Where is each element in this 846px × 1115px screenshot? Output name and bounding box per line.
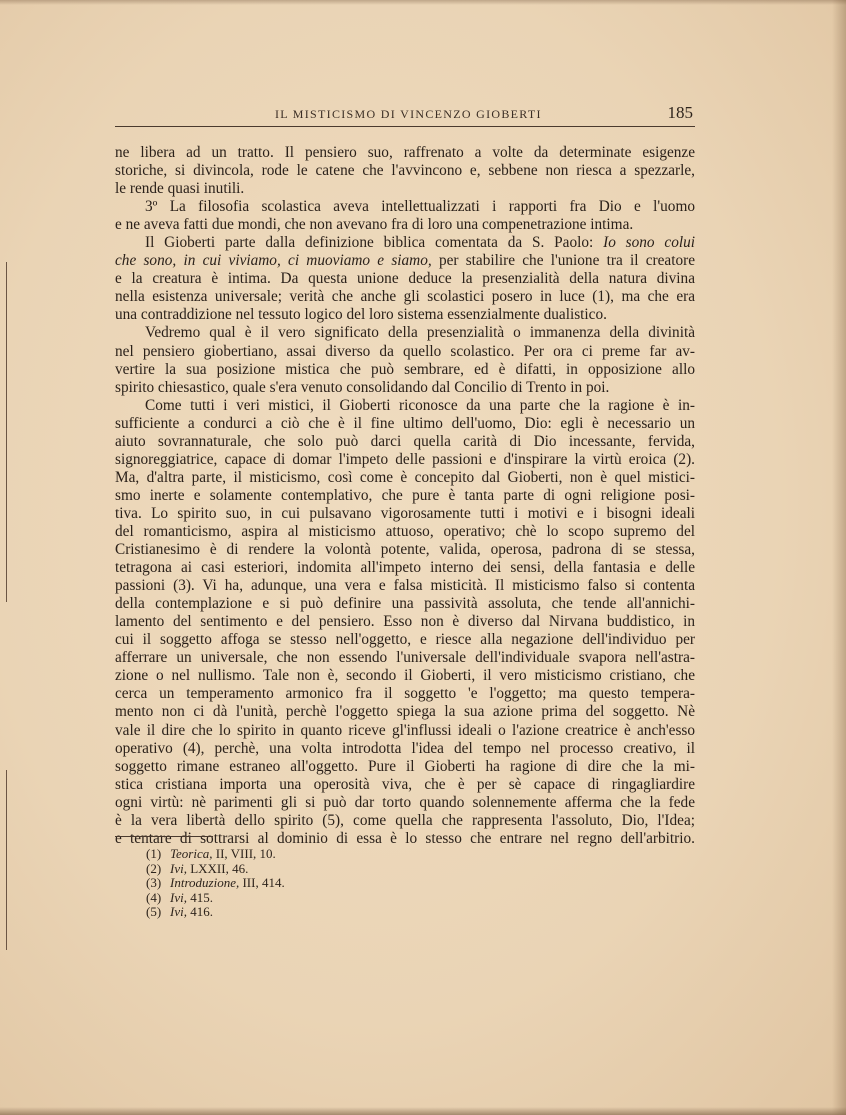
page-header — [115, 104, 695, 127]
text-line — [115, 234, 695, 252]
footnote-reference: 416. — [190, 904, 213, 920]
text-line: e ne aveva fatti due mondi, che non avevano fra di loro una compenetrazione intima. — [115, 216, 634, 234]
text-line: è la vera libertà dello spirito (5), come quella che rappresenta l'assoluto, Dio, l'Idea; — [115, 811, 695, 829]
text-span: per stabilire che l'unione tra il creatore — [438, 252, 695, 270]
text-line: Cristianesimo è di rendere la volontà potente, valida, operosa, padrona di se stessa, — [115, 541, 695, 559]
text-line: 3º La filosofia scolastica aveva intellettualizzati i rapporti fra Dio e l'uomo — [145, 198, 695, 216]
footnote-number: (5) — [146, 904, 162, 920]
biblical-quote: che sono, in cui viviamo, ci muoviamo e siamo, — [115, 252, 432, 270]
text-line: signoreggiatrice, capace di domar l'impeto delle passioni e d'inspirare la virtù eroica (2). — [115, 450, 695, 468]
text-line: soggetto rimane estraneo all'oggetto. Pure il Gioberti ha ragione di dire che la mi- — [115, 757, 695, 775]
footnote-reference: 415. — [190, 889, 213, 905]
text-line: tiva. Lo spirito suo, in cui pulsavano vigorosamente tutti i motivi e i bisogni ideali — [115, 504, 695, 522]
footnote-number: (4) — [146, 889, 162, 905]
page-bottom-edge — [0, 1107, 846, 1115]
text-line: zione o nel nullismo. Tale non è, secondo il Gioberti, il vero misticismo cristiano, che — [115, 667, 695, 685]
text-line: una contraddizione nel tessuto logico del loro sistema essenzialmente dualistico. — [115, 306, 607, 324]
text-line: afferrare un universale, che non essendo l'universale dell'individuale svapora nell'astra- — [115, 649, 695, 667]
footnote-source: Teorica, — [170, 846, 213, 861]
body-text — [115, 144, 695, 848]
text-line: sufficiente a condurci a ciò che è il fine ultimo dell'uomo, Dio: egli è necessario un — [115, 414, 695, 432]
page-top-edge — [0, 0, 846, 5]
text-line: della contemplazione e si può definire una passività assoluta, che tende all'annichi- — [115, 595, 695, 613]
page-right-edge — [832, 0, 846, 1115]
footnote-source: Introduzione, — [170, 875, 240, 891]
text-line: le rende quasi inutili. — [115, 180, 245, 198]
text-line: cerca un temperamento armonico fra il soggetto 'e l'oggetto; ma questo tempera- — [115, 685, 695, 703]
text-span: Il Gioberti parte dalla definizione biblica comentata da S. Paolo: — [145, 234, 594, 252]
text-line: ne libera ad un tratto. Il pensiero suo, raffrenato a volte da determinate esigenze — [115, 144, 695, 161]
text-line: e la creatura è intima. Da questa unione deduce la presenzialità della natura divina — [115, 270, 695, 288]
page-number: 185 — [667, 103, 693, 122]
text-line: ogni virtù: nè parimenti gli si può dar torto quando solennemente afferma che la fede — [115, 793, 695, 811]
text-line: lamento del sentimento e del pensiero. Esso non è diverso dal Nirvana buddistico, in — [115, 613, 695, 631]
text-line: smo inerte e solamente contemplativo, che pure è tanta parte di ogni religione posi- — [115, 486, 695, 504]
running-head: IL MISTICISMO DI VINCENZO GIOBERTI — [275, 107, 542, 121]
margin-pencil-mark — [6, 770, 7, 950]
footnote-reference: II, VIII, 10. — [215, 846, 276, 861]
text-line — [115, 252, 695, 270]
biblical-quote: Io sono colui — [603, 234, 696, 252]
footnote-number: (2) — [146, 860, 162, 876]
text-line: stica cristiana importa una operosità viva, che è per sè capace di ringagliardire — [115, 775, 695, 793]
text-line: Come tutti i veri mistici, il Gioberti riconosce da una parte che la ragione è in- — [145, 396, 695, 414]
text-line: nel pensiero giobertiano, assai diverso da quello scolastico. Per ora ci preme far av- — [115, 342, 695, 360]
footnote — [146, 847, 285, 862]
footnotes — [146, 847, 285, 920]
text-line: tetragona ai casi esteriori, indomita all'impeto interno dei sensi, della fantasia e delle — [115, 559, 695, 577]
text-line: cui il soggetto affoga se stesso nell'oggetto, e riesce alla negazione dell'individuo per — [115, 631, 695, 649]
text-line: e tentare di sottrarsi al dominio di essa è lo stesso che entrare nel regno dell'arbitrio. — [115, 829, 695, 847]
text-line: nella esistenza universale; verità che anche gli scolastici posero in luce (1), ma che era — [115, 288, 695, 306]
footnote — [146, 891, 285, 906]
margin-pencil-mark — [6, 262, 7, 602]
text-line: passioni (3). Vi ha, adunque, una vera e falsa misticità. Il misticismo falso si contenta — [115, 577, 695, 595]
footnote — [146, 876, 285, 891]
footnote-reference: LXXII, 46. — [190, 860, 249, 876]
text-line: del romanticismo, aspira al misticismo attuoso, operativo; chè lo scopo supremo del — [115, 522, 695, 540]
text-line: spirito chiesastico, quale s'era venuto consolidando dal Concilio di Trento in poi. — [115, 378, 610, 396]
text-line: vale il dire che lo spirito in quanto riceve gl'influssi ideali o l'azione creatrice è anch'esso — [115, 721, 695, 739]
footnote — [146, 905, 285, 920]
text-line: mento non ci dà l'unità, perchè l'oggetto spiega la sua azione prima del soggetto. Nè — [115, 703, 695, 721]
footnote-reference: III, 414. — [242, 875, 285, 891]
footnote-number: (3) — [146, 875, 162, 891]
text-line: Ma, d'altra parte, il misticismo, così come è concepito dal Gioberti, non è quel mistici- — [115, 468, 695, 486]
footnote-source: Ivi, — [170, 904, 187, 920]
text-line: vertire la sua posizione mistica che può sembrare, ed è difatti, in opposizione allo — [115, 360, 695, 378]
text-line: storiche, si divincola, rode le catene che l'avvincono e, sebbene non riesca a spezzarle, — [115, 162, 695, 180]
text-line: aiuto sovrannaturale, che solo può darci quella carità di Dio incessante, fervida, — [115, 432, 695, 450]
footnote-number: (1) — [146, 846, 162, 861]
footnote — [146, 862, 285, 877]
footnote-source: Ivi, — [170, 889, 187, 905]
text-line: operativo (4), perchè, una volta introdotta l'idea del tempo nel processo creativo, il — [115, 739, 695, 757]
text-line: Vedremo qual è il vero significato della presenzialità o immanenza della divinità — [145, 324, 695, 342]
footnote-rule — [115, 836, 213, 837]
footnote-source: Ivi, — [170, 860, 187, 876]
